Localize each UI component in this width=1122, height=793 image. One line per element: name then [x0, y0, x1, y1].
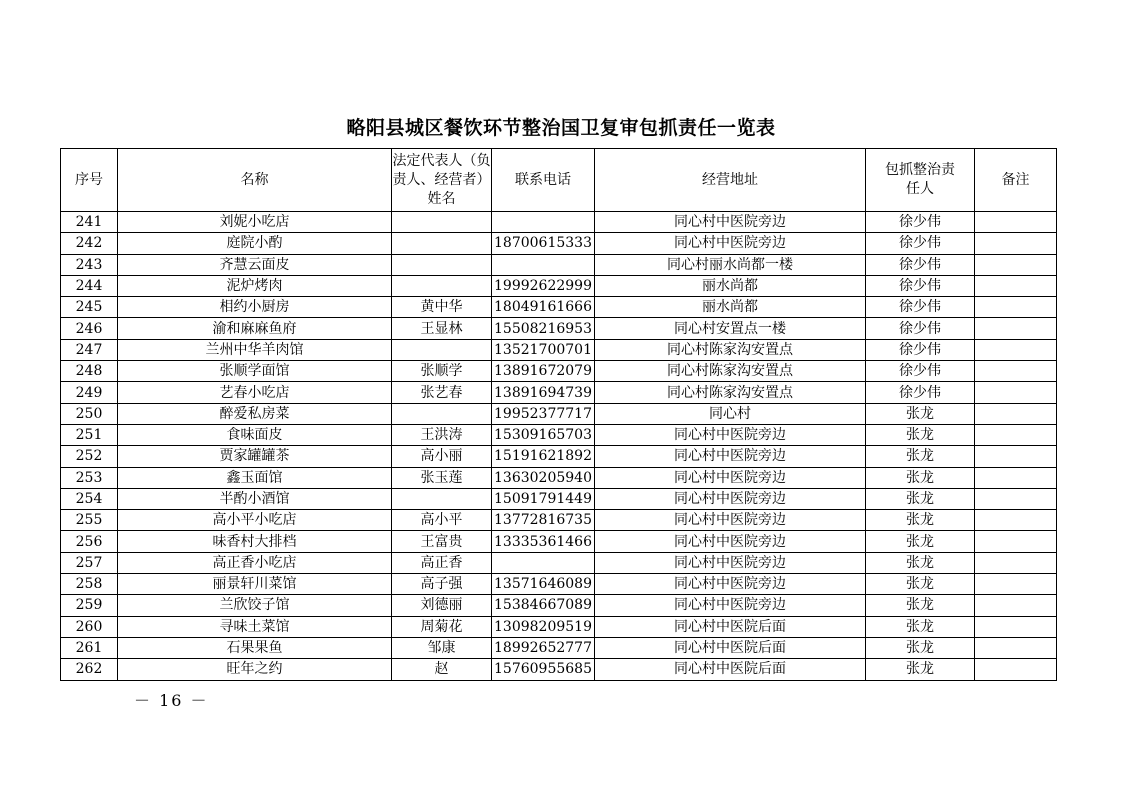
cell-seq: 255: [61, 510, 118, 531]
cell-phone: 13772816735: [492, 510, 595, 531]
cell-seq: 254: [61, 488, 118, 509]
cell-phone: 13335361466: [492, 531, 595, 552]
table-row: [61, 488, 1057, 509]
cell-name: 鑫玉面馆: [118, 467, 392, 488]
cell-seq: 253: [61, 467, 118, 488]
table-row: [61, 467, 1057, 488]
cell-note: [975, 659, 1057, 680]
cell-rep: 张艺春: [392, 382, 492, 403]
header-row: [61, 149, 1057, 212]
cell-note: [975, 212, 1057, 233]
cell-owner: 徐少伟: [866, 361, 975, 382]
cell-seq: 257: [61, 552, 118, 573]
cell-name: 兰州中华羊肉馆: [118, 339, 392, 360]
responsibility-table: [60, 148, 1057, 681]
cell-phone: 13630205940: [492, 467, 595, 488]
cell-name: 味香村大排档: [118, 531, 392, 552]
cell-note: [975, 424, 1057, 445]
table-row: [61, 637, 1057, 658]
cell-seq: 251: [61, 424, 118, 445]
cell-phone: 18700615333: [492, 233, 595, 254]
cell-phone: 15309165703: [492, 424, 595, 445]
cell-phone: 13571646089: [492, 574, 595, 595]
cell-phone: 15091791449: [492, 488, 595, 509]
cell-name: 兰欣饺子馆: [118, 595, 392, 616]
cell-owner: 徐少伟: [866, 254, 975, 275]
cell-address: 同心村陈家沟安置点: [595, 382, 866, 403]
table-row: [61, 446, 1057, 467]
cell-name: 高正香小吃店: [118, 552, 392, 573]
table-row: [61, 531, 1057, 552]
cell-note: [975, 233, 1057, 254]
cell-rep: 王显林: [392, 318, 492, 339]
cell-name: 庭院小酌: [118, 233, 392, 254]
cell-seq: 242: [61, 233, 118, 254]
cell-owner: 张龙: [866, 637, 975, 658]
cell-address: 同心村中医院旁边: [595, 446, 866, 467]
cell-name: 张顺学面馆: [118, 361, 392, 382]
cell-owner: 张龙: [866, 552, 975, 573]
cell-name: 刘妮小吃店: [118, 212, 392, 233]
cell-name: 齐慧云面皮: [118, 254, 392, 275]
page-title: 略阳县城区餐饮环节整治国卫复审包抓责任一览表: [346, 117, 776, 139]
cell-seq: 258: [61, 574, 118, 595]
cell-address: 同心村中医院旁边: [595, 595, 866, 616]
cell-owner: 张龙: [866, 531, 975, 552]
cell-name: 半酌小酒馆: [118, 488, 392, 509]
cell-rep: [392, 233, 492, 254]
cell-owner: 张龙: [866, 595, 975, 616]
cell-rep: 赵: [392, 659, 492, 680]
cell-address: 丽水尚都: [595, 275, 866, 296]
cell-address: 同心村中医院旁边: [595, 531, 866, 552]
cell-note: [975, 297, 1057, 318]
cell-address: 同心村中医院后面: [595, 616, 866, 637]
cell-address: 同心村中医院旁边: [595, 424, 866, 445]
cell-phone: 13098209519: [492, 616, 595, 637]
cell-note: [975, 275, 1057, 296]
cell-seq: 259: [61, 595, 118, 616]
cell-rep: [392, 403, 492, 424]
cell-owner: 张龙: [866, 488, 975, 509]
table-row: [61, 403, 1057, 424]
cell-seq: 252: [61, 446, 118, 467]
cell-phone: [492, 254, 595, 275]
cell-seq: 246: [61, 318, 118, 339]
cell-owner: 张龙: [866, 659, 975, 680]
cell-name: 高小平小吃店: [118, 510, 392, 531]
cell-note: [975, 254, 1057, 275]
cell-rep: 高小丽: [392, 446, 492, 467]
table-row: [61, 212, 1057, 233]
cell-note: [975, 637, 1057, 658]
cell-address: 同心村中医院旁边: [595, 552, 866, 573]
cell-owner: 徐少伟: [866, 339, 975, 360]
cell-note: [975, 488, 1057, 509]
cell-phone: 13891672079: [492, 361, 595, 382]
cell-rep: 王富贵: [392, 531, 492, 552]
cell-phone: 19952377717: [492, 403, 595, 424]
cell-owner: 张龙: [866, 616, 975, 637]
cell-note: [975, 467, 1057, 488]
cell-seq: 244: [61, 275, 118, 296]
cell-owner: 徐少伟: [866, 212, 975, 233]
cell-note: [975, 595, 1057, 616]
cell-name: 艺春小吃店: [118, 382, 392, 403]
cell-address: 同心村中医院后面: [595, 659, 866, 680]
cell-name: 石果果鱼: [118, 637, 392, 658]
cell-phone: [492, 552, 595, 573]
cell-address: 同心村中医院后面: [595, 637, 866, 658]
cell-note: [975, 339, 1057, 360]
cell-address: 同心村中医院旁边: [595, 488, 866, 509]
cell-phone: 18992652777: [492, 637, 595, 658]
cell-name: 相约小厨房: [118, 297, 392, 318]
cell-rep: [392, 212, 492, 233]
header-note: 备注: [975, 149, 1057, 212]
table-row: [61, 659, 1057, 680]
cell-name: 食味面皮: [118, 424, 392, 445]
cell-rep: 黄中华: [392, 297, 492, 318]
table-row: [61, 318, 1057, 339]
cell-name: 醉爱私房菜: [118, 403, 392, 424]
cell-rep: 高子强: [392, 574, 492, 595]
cell-seq: 248: [61, 361, 118, 382]
cell-owner: 张龙: [866, 467, 975, 488]
cell-owner: 张龙: [866, 424, 975, 445]
cell-note: [975, 531, 1057, 552]
page-number: － 16 －: [134, 691, 209, 710]
cell-rep: [392, 339, 492, 360]
header-address: 经营地址: [595, 149, 866, 212]
cell-note: [975, 446, 1057, 467]
cell-phone: 13521700701: [492, 339, 595, 360]
cell-rep: [392, 254, 492, 275]
cell-owner: 徐少伟: [866, 382, 975, 403]
cell-phone: 13891694739: [492, 382, 595, 403]
cell-owner: 徐少伟: [866, 233, 975, 254]
table-row: [61, 616, 1057, 637]
cell-name: 旺年之约: [118, 659, 392, 680]
cell-seq: 261: [61, 637, 118, 658]
cell-note: [975, 510, 1057, 531]
cell-owner: 徐少伟: [866, 318, 975, 339]
cell-owner: 徐少伟: [866, 275, 975, 296]
table-row: [61, 254, 1057, 275]
cell-seq: 250: [61, 403, 118, 424]
cell-note: [975, 318, 1057, 339]
cell-phone: 15760955685: [492, 659, 595, 680]
header-phone: 联系电话: [492, 149, 595, 212]
cell-rep: 高小平: [392, 510, 492, 531]
cell-owner: 徐少伟: [866, 297, 975, 318]
cell-seq: 249: [61, 382, 118, 403]
table-row: [61, 574, 1057, 595]
cell-seq: 241: [61, 212, 118, 233]
cell-seq: 247: [61, 339, 118, 360]
cell-rep: [392, 275, 492, 296]
cell-phone: [492, 212, 595, 233]
table-row: [61, 339, 1057, 360]
cell-phone: 15508216953: [492, 318, 595, 339]
cell-rep: 高正香: [392, 552, 492, 573]
cell-seq: 262: [61, 659, 118, 680]
header-seq: 序号: [61, 149, 118, 212]
cell-rep: 刘德丽: [392, 595, 492, 616]
cell-note: [975, 382, 1057, 403]
table-row: [61, 297, 1057, 318]
cell-seq: 245: [61, 297, 118, 318]
cell-rep: [392, 488, 492, 509]
cell-address: 同心村丽水尚都一楼: [595, 254, 866, 275]
cell-phone: 15384667089: [492, 595, 595, 616]
cell-rep: 王洪涛: [392, 424, 492, 445]
cell-address: 同心村安置点一楼: [595, 318, 866, 339]
table-row: [61, 382, 1057, 403]
cell-phone: 19992622999: [492, 275, 595, 296]
table-row: [61, 275, 1057, 296]
cell-note: [975, 361, 1057, 382]
cell-rep: 周菊花: [392, 616, 492, 637]
cell-note: [975, 574, 1057, 595]
cell-name: 泥炉烤肉: [118, 275, 392, 296]
cell-address: 同心村陈家沟安置点: [595, 361, 866, 382]
cell-rep: 张顺学: [392, 361, 492, 382]
cell-rep: 张玉莲: [392, 467, 492, 488]
cell-name: 贾家罐罐茶: [118, 446, 392, 467]
cell-note: [975, 403, 1057, 424]
header-rep: 法定代表人（负责人、经营者）姓名: [392, 149, 492, 212]
cell-note: [975, 616, 1057, 637]
table-row: [61, 510, 1057, 531]
cell-address: 同心村中医院旁边: [595, 574, 866, 595]
table-row: [61, 233, 1057, 254]
cell-address: 丽水尚都: [595, 297, 866, 318]
cell-owner: 张龙: [866, 510, 975, 531]
table-row: [61, 595, 1057, 616]
cell-address: 同心村中医院旁边: [595, 233, 866, 254]
cell-name: 渝和麻麻鱼府: [118, 318, 392, 339]
cell-address: 同心村陈家沟安置点: [595, 339, 866, 360]
cell-owner: 张龙: [866, 446, 975, 467]
table-row: [61, 552, 1057, 573]
cell-seq: 260: [61, 616, 118, 637]
cell-address: 同心村中医院旁边: [595, 510, 866, 531]
cell-owner: 张龙: [866, 574, 975, 595]
cell-owner: 张龙: [866, 403, 975, 424]
table-row: [61, 424, 1057, 445]
header-owner: 包抓整治责任人: [866, 149, 975, 212]
cell-note: [975, 552, 1057, 573]
cell-name: 丽景轩川菜馆: [118, 574, 392, 595]
cell-name: 寻味土菜馆: [118, 616, 392, 637]
cell-phone: 18049161666: [492, 297, 595, 318]
header-name: 名称: [118, 149, 392, 212]
table-row: [61, 361, 1057, 382]
cell-seq: 256: [61, 531, 118, 552]
cell-address: 同心村: [595, 403, 866, 424]
cell-address: 同心村中医院旁边: [595, 467, 866, 488]
cell-address: 同心村中医院旁边: [595, 212, 866, 233]
cell-rep: 邹康: [392, 637, 492, 658]
cell-seq: 243: [61, 254, 118, 275]
cell-phone: 15191621892: [492, 446, 595, 467]
